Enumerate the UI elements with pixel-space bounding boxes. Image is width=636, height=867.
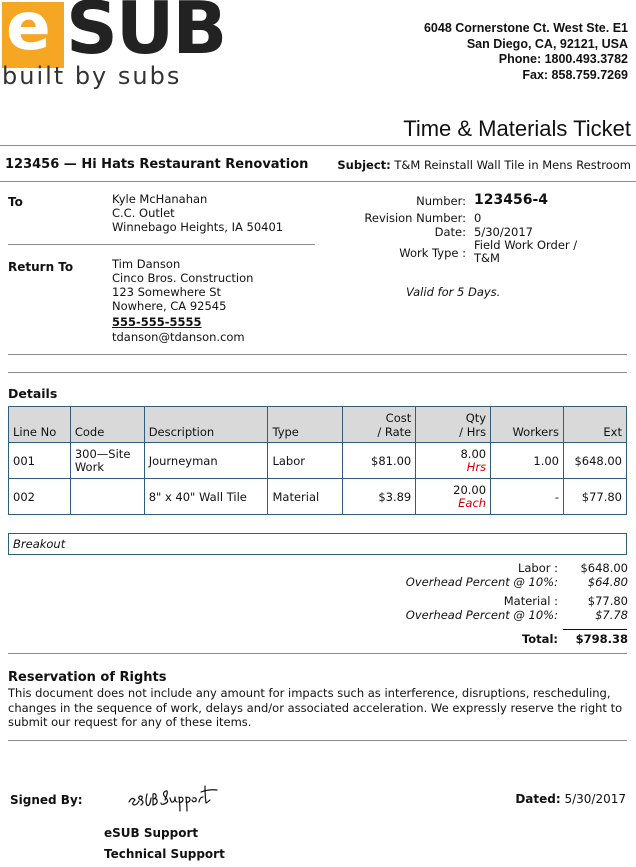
col-type: Type (268, 407, 343, 443)
signer-title: Technical Support (104, 847, 225, 861)
divider (8, 372, 627, 373)
to-label: To (8, 195, 23, 209)
document-title: Time & Materials Ticket (403, 116, 631, 141)
company-fax: Fax: 858.759.7269 (522, 67, 628, 82)
signer-name: eSUB Support (104, 826, 199, 840)
ticket-date: 5/30/2017 (474, 225, 533, 239)
col-description: Description (144, 407, 268, 443)
return-company: Cinco Bros. Construction (112, 271, 254, 285)
subject-text: T&M Reinstall Wall Tile in Mens Restroom (394, 158, 631, 172)
address-line-1: 6048 Cornerstone Ct. West Ste. E1 (423, 21, 628, 35)
company-logo (2, 2, 224, 94)
number-label: Number: (416, 194, 466, 208)
logo-tagline: built by subs (2, 62, 182, 90)
to-company: C.C. Outlet (112, 206, 175, 220)
ticket-number: 123456-4 (474, 192, 548, 208)
valid-text: Valid for 5 Days. (406, 285, 501, 299)
return-phone-link[interactable]: 555-555-5555 (112, 315, 202, 329)
col-code: Code (70, 407, 144, 443)
table-row: 001 300—Site Work Journeyman Labor $81.00 8.00 Hrs 1.00 $648.00 (9, 443, 627, 479)
work-type-value: Field Work Order / T&M (474, 238, 578, 265)
return-to-address (112, 257, 253, 344)
return-to-label: Return To (8, 260, 74, 274)
address-line-2: San Diego, CA, 92121, USA (466, 36, 628, 51)
date-label: Date: (434, 225, 466, 239)
divider (0, 145, 636, 146)
divider (0, 181, 636, 182)
total-rule (563, 629, 627, 630)
logo-wordmark: SUB (66, 0, 226, 70)
project-name: 123456 — Hi Hats Restaurant Renovation (5, 157, 309, 172)
table-row: 002 8" x 40" Wall Tile Material $3.89 20.00 Each - $77.80 (9, 479, 627, 515)
dated (515, 792, 626, 806)
divider (8, 740, 627, 741)
col-ext: Ext (563, 407, 626, 443)
divider (8, 354, 627, 355)
return-city: Nowhere, CA 92545 (112, 299, 227, 313)
work-type-label: Work Type : (399, 246, 466, 260)
subject (337, 158, 631, 172)
col-line-no: Line No (9, 407, 71, 443)
details-table (8, 406, 627, 515)
revision-number: 0 (474, 211, 482, 225)
to-address (112, 192, 283, 234)
to-city: Winnebago Heights, IA 50401 (112, 220, 284, 234)
dated-value: 5/30/2017 (564, 792, 626, 806)
reservation-body: This document does not include any amount for impacts such as interference, disruptions, rescheduling, changes in the sequence of work, delays and/or associated acceleration. We expressly reserve the right to submit our request for any of these items. (8, 686, 623, 729)
dated-label: Dated: (515, 792, 561, 806)
to-name: Kyle McHanahan (112, 192, 208, 206)
col-qty: Qty / Hrs (416, 407, 491, 443)
revision-label: Revision Number: (364, 211, 466, 225)
details-title: Details (8, 386, 58, 401)
signed-by-label: Signed By: (10, 793, 83, 807)
col-workers: Workers (491, 407, 564, 443)
return-street: 123 Somewhere St (112, 285, 222, 299)
breakout-box: Breakout (8, 533, 627, 555)
col-cost: Cost / Rate (343, 407, 416, 443)
company-address (424, 21, 628, 83)
return-email: tdanson@tdanson.com (112, 330, 245, 344)
divider (8, 244, 315, 245)
company-phone: Phone: 1800.493.3782 (498, 52, 628, 66)
logo-e-mark: e (2, 2, 64, 68)
signature-image (125, 780, 225, 816)
return-name: Tim Danson (112, 257, 181, 271)
reservation-title: Reservation of Rights (8, 670, 167, 685)
divider (8, 653, 627, 654)
subject-label: Subject: (337, 158, 391, 172)
table-header-row (9, 407, 627, 443)
